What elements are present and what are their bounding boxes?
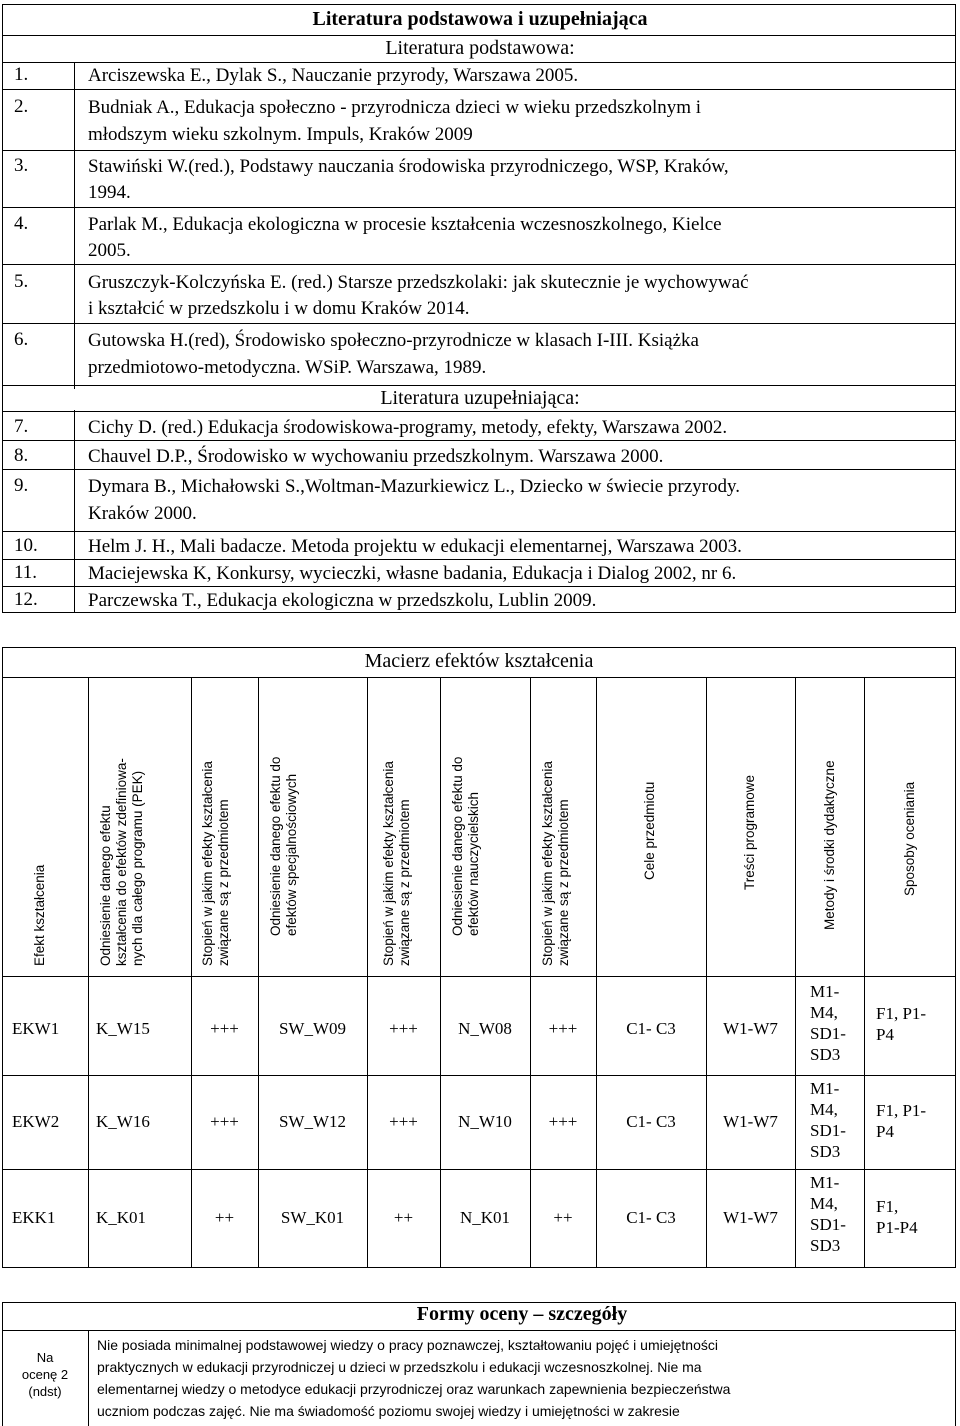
- item-number: 5.: [14, 271, 29, 292]
- program-content: W1-W7: [723, 1019, 778, 1038]
- degree-value: +++: [389, 1112, 418, 1131]
- degree-value: +++: [548, 1019, 578, 1038]
- item-number: 11.: [14, 562, 38, 583]
- specialty-reference: SW_K01: [280, 1208, 345, 1227]
- header-degree-1: Stopień w jakim efekty kształcenia związane są z przedmiotem: [200, 761, 231, 966]
- item-number: 7.: [14, 416, 29, 437]
- supplementary-literature-heading: Literatura uzupełniająca:: [380, 387, 580, 409]
- teaching-methods: M1- M4, SD1- SD3: [810, 1173, 846, 1255]
- item-number: 6.: [14, 329, 29, 350]
- literature-title: Literatura podstawowa i uzupełniająca: [312, 8, 648, 30]
- header-teaching-methods: Metody i środki dydaktyczne: [822, 760, 837, 930]
- item-number: 8.: [14, 445, 29, 466]
- item-number: 4.: [14, 213, 29, 234]
- course-goals: C1- C3: [626, 1208, 676, 1227]
- degree-value: +++: [548, 1112, 578, 1131]
- header-effect: Efekt kształcenia: [32, 864, 47, 966]
- grade-description: Nie posiada minimalnej podstawowej wiedzy o pracy poznawczej, kształtowaniu pojęć i umiejętności praktycznych w edukacji przyrodniczej u dzieci w przedszkolu i edukacji wczesnoszkolnej. Nie ma elementarnej wiedzy o metodyce edukacji przyrodniczej oraz warunkach zapewnienia bezpieczeństwa uczniom podczas zajęć. Nie ma świadomość poziomu swojej wiedzy i umiejętności w zakresie: [97, 1337, 731, 1419]
- assessment-methods: F1, P1- P4: [876, 1101, 927, 1141]
- header-course-goals: Cele przedmiotu: [642, 781, 657, 880]
- item-text-line: młodszym wieku szkolnym. Impuls, Kraków 2009: [88, 124, 473, 145]
- item-number: 1.: [14, 64, 29, 85]
- header-degree-2: Stopień w jakim efekty kształcenia związane są z przedmiotem: [381, 761, 412, 966]
- header-program-content: Treści programowe: [742, 774, 757, 890]
- item-text: Cichy D. (red.) Edukacja środowiskowa-programy, metody, efekty, Warszawa 2002.: [88, 417, 728, 438]
- program-content: W1-W7: [723, 1112, 778, 1131]
- teacher-reference: N_K01: [459, 1208, 511, 1227]
- assessment-methods: F1, P1- P4: [876, 1004, 927, 1044]
- teaching-methods: M1- M4, SD1- SD3: [810, 982, 846, 1064]
- degree-value: ++: [553, 1208, 573, 1227]
- effect-code: EKK1: [12, 1208, 56, 1227]
- degree-value: +++: [210, 1019, 239, 1038]
- item-text-line: Kraków 2000.: [88, 503, 197, 524]
- item-text-line: 1994.: [88, 182, 131, 203]
- header-degree-3: Stopień w jakim efekty kształcenia związane są z przedmiotem: [540, 761, 571, 966]
- item-text: Arciszewska E., Dylak S., Nauczanie przyrody, Warszawa 2005.: [88, 65, 579, 86]
- program-content: W1-W7: [723, 1208, 778, 1227]
- degree-value: +++: [389, 1019, 418, 1038]
- degree-value: ++: [393, 1208, 414, 1227]
- item-text-line: Stawiński W.(red.), Podstawy nauczania środowiska przyrodniczego, WSP, Kraków,: [88, 156, 729, 177]
- assessment-methods: F1, P1-P4: [876, 1197, 918, 1237]
- item-number: 3.: [14, 155, 29, 176]
- item-text-line: Parlak M., Edukacja ekologiczna w procesie kształcenia wczesnoszkolnego, Kielce: [88, 214, 722, 235]
- effect-code: EKW2: [12, 1112, 60, 1131]
- degree-value: +++: [210, 1112, 239, 1131]
- item-number: 12.: [14, 589, 38, 610]
- item-number: 2.: [14, 96, 29, 117]
- item-text-line: Gruszczyk-Kolczyńska E. (red.) Starsze przedszkolaki: jak skutecznie je wychowywać: [88, 272, 749, 293]
- header-assessment-methods: Sposoby oceniania: [902, 781, 917, 896]
- item-number: 10.: [14, 535, 38, 556]
- item-text: Helm J. H., Mali badacze. Metoda projektu w edukacji elementarnej, Warszawa 2003.: [88, 536, 742, 557]
- teacher-reference: N_W10: [458, 1112, 512, 1131]
- specialty-reference: SW_W09: [278, 1019, 347, 1038]
- course-goals: C1- C3: [626, 1112, 676, 1131]
- item-number: 9.: [14, 475, 29, 496]
- item-text: Chauvel D.P., Środowisko w wychowaniu przedszkolnym. Warszawa 2000.: [88, 446, 664, 467]
- item-text-line: Budniak A., Edukacja społeczno - przyrodnicza dzieci w wieku przedszkolnym i: [88, 97, 702, 118]
- item-text-line: Gutowska H.(red), Środowisko społeczno-przyrodnicze w klasach I-III. Książka: [88, 330, 699, 351]
- effect-code: EKW1: [12, 1019, 60, 1038]
- item-text-line: przedmiotowo-metodyczna. WSiP. Warszawa, 1989.: [88, 357, 487, 378]
- header-teacher-reference: Odniesienie danego efektu do efektów nauczycielskich: [450, 756, 481, 936]
- item-text: Parczewska T., Edukacja ekologiczna w przedszkolu, Lublin 2009.: [88, 590, 597, 611]
- matrix-title: Macierz efektów kształcenia: [364, 650, 594, 672]
- course-goals: C1- C3: [626, 1019, 676, 1038]
- forms-title: Formy oceny – szczegóły: [416, 1303, 628, 1325]
- item-text-line: Dymara B., Michałowski S.,Woltman-Mazurkiewicz L., Dziecko w świecie przyrody.: [88, 476, 741, 497]
- header-program-reference: Odniesienie danego efektu kształcenia do efektów zdefiniowa- nych dla całego programu (PEK): [98, 758, 145, 966]
- program-reference: K_K01: [96, 1208, 147, 1227]
- program-reference: K_W16: [96, 1112, 150, 1131]
- program-reference: K_W15: [96, 1019, 150, 1038]
- degree-value: ++: [214, 1208, 235, 1227]
- basic-literature-heading: Literatura podstawowa:: [385, 37, 575, 59]
- header-specialty-reference: Odniesienie danego efektu do efektów specjalnościowych: [268, 756, 299, 936]
- item-text-line: 2005.: [88, 240, 131, 261]
- item-text: Maciejewska K, Konkursy, wycieczki, własne badania, Edukacja i Dialog 2002, nr 6.: [88, 563, 737, 584]
- item-text-line: i kształcić w przedszkolu i w domu Kraków 2014.: [88, 298, 470, 319]
- specialty-reference: SW_W12: [278, 1112, 347, 1131]
- teaching-methods: M1- M4, SD1- SD3: [810, 1079, 846, 1161]
- teacher-reference: N_W08: [458, 1019, 512, 1038]
- grade-label: Na ocenę 2 (ndst): [21, 1350, 69, 1399]
